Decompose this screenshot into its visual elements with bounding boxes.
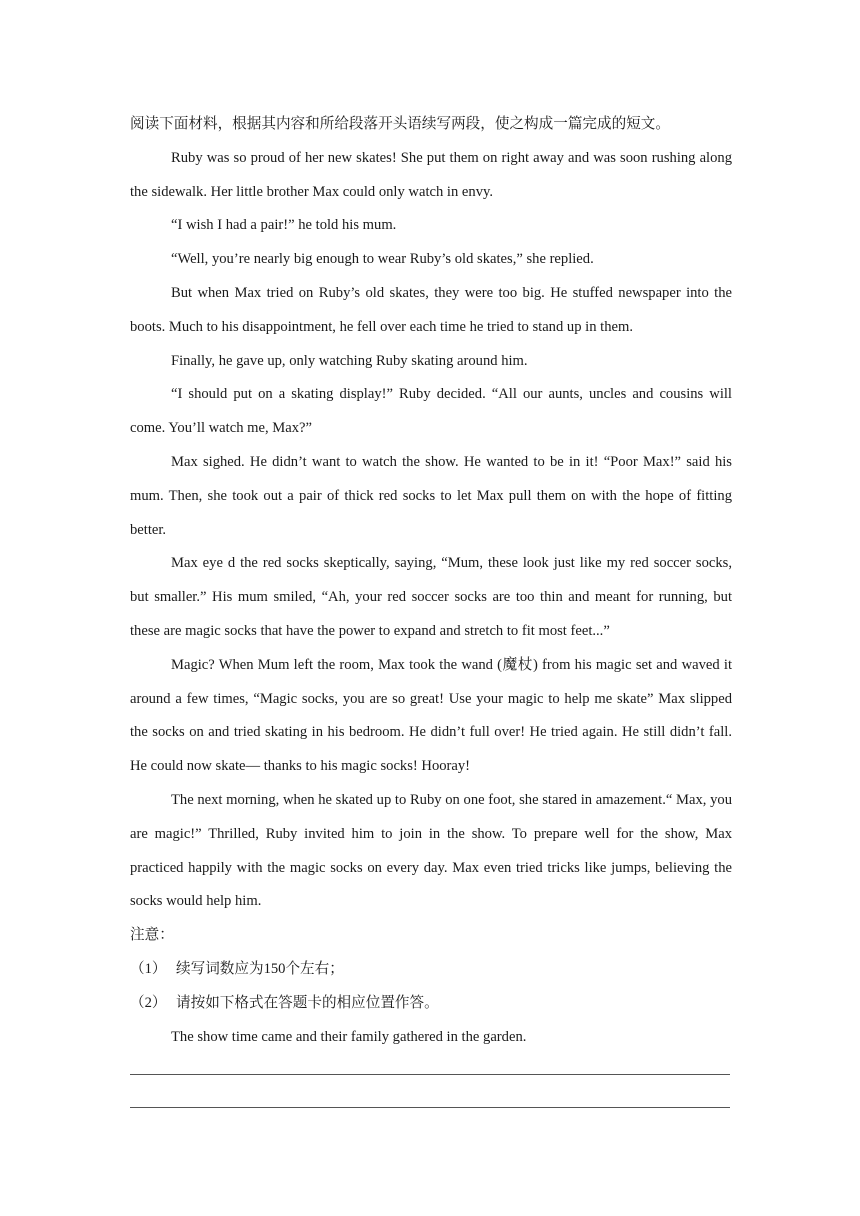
note-number: （1） [130, 960, 167, 977]
story-paragraph: “I should put on a skating display!” Ruby decided. “All our aunts, uncles and cousins will come. You’ll watch me, Max?” [130, 386, 732, 437]
story-paragraph: Finally, he gave up, only watching Ruby skating around him. [171, 352, 528, 369]
note-text: 续写词数应为150个左右； [176, 960, 344, 977]
story-paragraph: “I wish I had a pair!” he told his mum. [171, 217, 397, 234]
story-paragraph: The next morning, when he skated up to Ruby on one foot, she stared in amazement.“ Max, you are magic!” Thrilled, Ruby invited him to join in the show. To prepare well for the show, Max practiced happily with the magic socks on every day. Max even tried tricks like jumps, believing the socks would help him. [130, 791, 732, 910]
note-item [130, 987, 732, 1021]
story-paragraph: Max eye d the red socks skeptically, saying, “Mum, these look just like my red soccer socks, but smaller.” His mum smiled, “Ah, your red soccer socks are too thin and meant for running, but these are magic socks that have the power to expand and stretch to fit most feet...” [130, 555, 732, 639]
note-number: （2） [130, 994, 167, 1011]
instruction-text: 阅读下面材料，根据其内容和所给段落开头语续写两段，使之构成一篇完成的短文。 [130, 116, 670, 132]
note-text: 请按如下格式在答题卡的相应位置作答。 [176, 994, 439, 1011]
story-passage [130, 142, 732, 919]
notes-heading: 注意： [130, 927, 174, 944]
answer-line[interactable] [130, 1107, 730, 1108]
story-paragraph: Max sighed. He didn’t want to watch the show. He wanted to be in it! “Poor Max!” said his mum. Then, she took out a pair of thick red socks to let Max pull them on with the hope of fitting better. [130, 453, 732, 538]
story-paragraph: But when Max tried on Ruby’s old skates, they were too big. He stuffed newspaper into the boots. Much to his disappointment, he fell over each time he tried to stand up in them. [130, 284, 732, 335]
document-body [130, 108, 732, 1054]
note-item [130, 953, 732, 987]
story-paragraph: “Well, you’re nearly big enough to wear Ruby’s old skates,” she replied. [171, 251, 594, 268]
story-paragraph: Magic? When Mum left the room, Max took the wand (魔杖) from his magic set and waved it around a few times, “Magic socks, you are so great! Use your magic to help me skate” Max slipped the socks on and tried skating in his bedroom. He didn’t full over! He tried again. He still didn’t fall. He could now skate— thanks to his magic socks! Hooray! [130, 656, 732, 775]
story-paragraph: Ruby was so proud of her new skates! She put them on right away and was soon rushing along the sidewalk. Her little brother Max could only watch in envy. [130, 149, 732, 200]
answer-line[interactable] [130, 1074, 730, 1075]
continuation-prompt: The show time came and their family gathered in the garden. [171, 1028, 527, 1045]
